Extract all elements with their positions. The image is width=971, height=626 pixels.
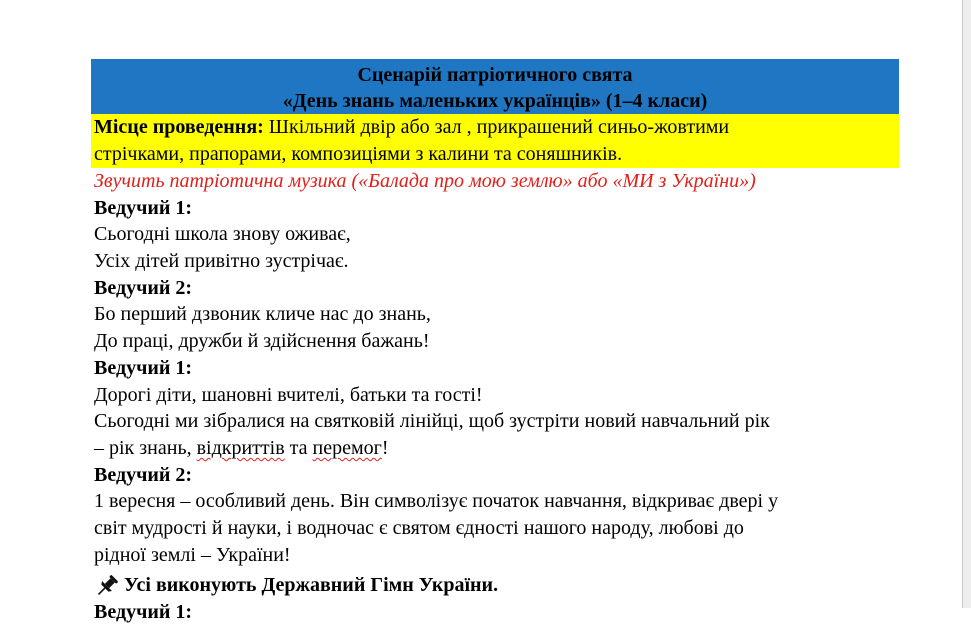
- document-subtitle: «День знань маленьких українців» (1–4 класи): [282, 90, 708, 112]
- dialog-line: рідної землі – України!: [94, 543, 291, 566]
- dialog-line: Бо перший дзвоник кличе нас до знань,: [94, 303, 431, 326]
- speaker-label: Ведучий 2:: [94, 276, 193, 299]
- venue-text-line1: Шкільний двір або зал , прикрашений синьо-жовтими: [263, 116, 730, 138]
- music-note: Звучить патріотична музика («Балада про мою землю» або «МИ з України»): [94, 170, 756, 192]
- title-banner: [91, 59, 899, 114]
- dialog-line: До праці, дружби й здійснення бажань!: [94, 330, 430, 353]
- venue-label: Місце проведення:: [94, 116, 264, 138]
- anthem-instruction: [91, 572, 899, 599]
- speaker-label: Ведучий 2:: [94, 463, 193, 486]
- document-page: [91, 59, 899, 623]
- dialog-line: Сьогодні ми зібралися на святковій лінійці, щоб зустріти новий навчальний рік: [94, 410, 770, 433]
- pushpin-icon: [94, 573, 120, 599]
- spellcheck-word[interactable]: перемог: [312, 436, 382, 459]
- dialog-line: світ мудрості й науки, і водночас є святом єдності нашого народу, любові до: [94, 516, 744, 539]
- dialog-text: та: [284, 436, 313, 459]
- dialog-line: Усіх дітей привітно зустрічає.: [94, 250, 349, 273]
- speaker-label-partial: Ведучий 1:: [94, 601, 193, 623]
- dialog-text: !: [381, 436, 389, 459]
- anthem-text: Усі виконують Державний Гімн України.: [124, 574, 499, 597]
- spellcheck-word[interactable]: відкриттів: [196, 436, 285, 459]
- dialog-line: [91, 435, 899, 462]
- dialog-line: 1 вересня – особливий день. Він символізує початок навчання, відкриває двері у: [94, 490, 779, 513]
- venue-banner: [91, 114, 899, 168]
- dialog-line: Дорогі діти, шановні вчителі, батьки та гості!: [94, 383, 483, 406]
- dialog-text: – рік знань,: [94, 436, 197, 459]
- document-title: Сценарій патріотичного свята: [357, 64, 633, 86]
- speaker-label: Ведучий 1:: [94, 196, 193, 219]
- venue-text-line2: стрічками, прапорами, композиціями з калини та соняшників.: [94, 143, 623, 165]
- page-edge-scrollbar[interactable]: [962, 0, 971, 608]
- speaker-label: Ведучий 1:: [94, 356, 193, 379]
- dialog-line: Сьогодні школа знову оживає,: [94, 223, 351, 246]
